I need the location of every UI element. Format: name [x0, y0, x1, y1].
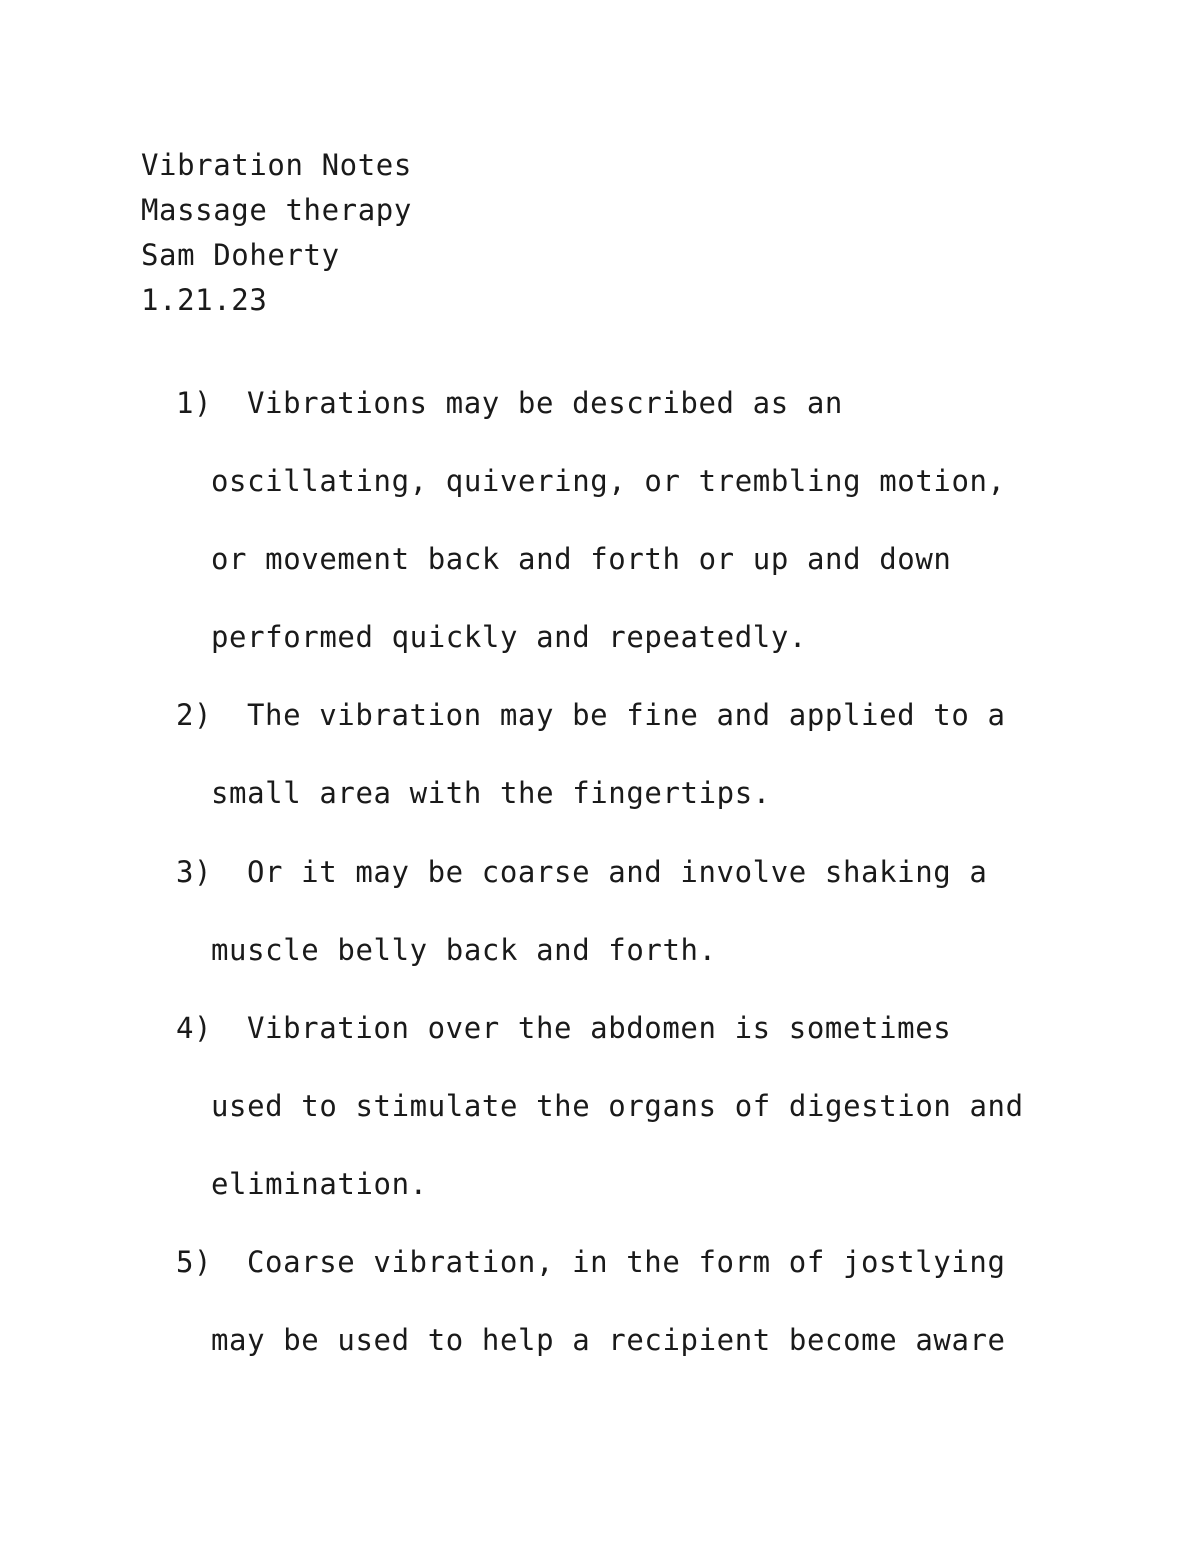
list-item-line: performed quickly and repeatedly. [211, 620, 807, 655]
list-item-line: or movement back and forth or up and down [211, 542, 952, 577]
list-item-line: muscle belly back and forth. [211, 932, 717, 967]
document-date: 1.21.23 [141, 283, 268, 317]
list-item-line: small area with the fingertips. [211, 776, 771, 811]
list-item-line: Vibration over the abdomen is sometimes [247, 1010, 952, 1045]
list-item-number: 4) [176, 1010, 213, 1045]
document-title: Vibration Notes [141, 148, 412, 182]
document-author: Sam Doherty [141, 238, 340, 272]
list-item-line: may be used to help a recipient become aware [211, 1323, 1006, 1358]
list-item-number: 2) [176, 698, 213, 733]
list-item-line: used to stimulate the organs of digestion and [211, 1088, 1024, 1123]
list-item-number: 5) [176, 1245, 213, 1280]
list-item-line: Coarse vibration, in the form of jostlying [247, 1245, 1006, 1280]
list-item-line: Or it may be coarse and involve shaking a [247, 854, 988, 889]
list-item [0, 833, 1200, 989]
document-header [141, 143, 412, 323]
list-item-number: 3) [176, 854, 213, 889]
list-item [0, 676, 1200, 832]
list-item-line: The vibration may be fine and applied to a [247, 698, 1006, 733]
list-item [0, 1223, 1200, 1379]
list-item-line: oscillating, quivering, or trembling motion, [211, 464, 1006, 499]
notes-list [0, 364, 1200, 1379]
list-item-line: elimination. [211, 1166, 428, 1201]
document-subject: Massage therapy [141, 193, 412, 227]
list-item [0, 364, 1200, 676]
list-item-number: 1) [176, 386, 213, 420]
list-item [0, 989, 1200, 1223]
list-item-line: Vibrations may be described as an [247, 386, 843, 420]
